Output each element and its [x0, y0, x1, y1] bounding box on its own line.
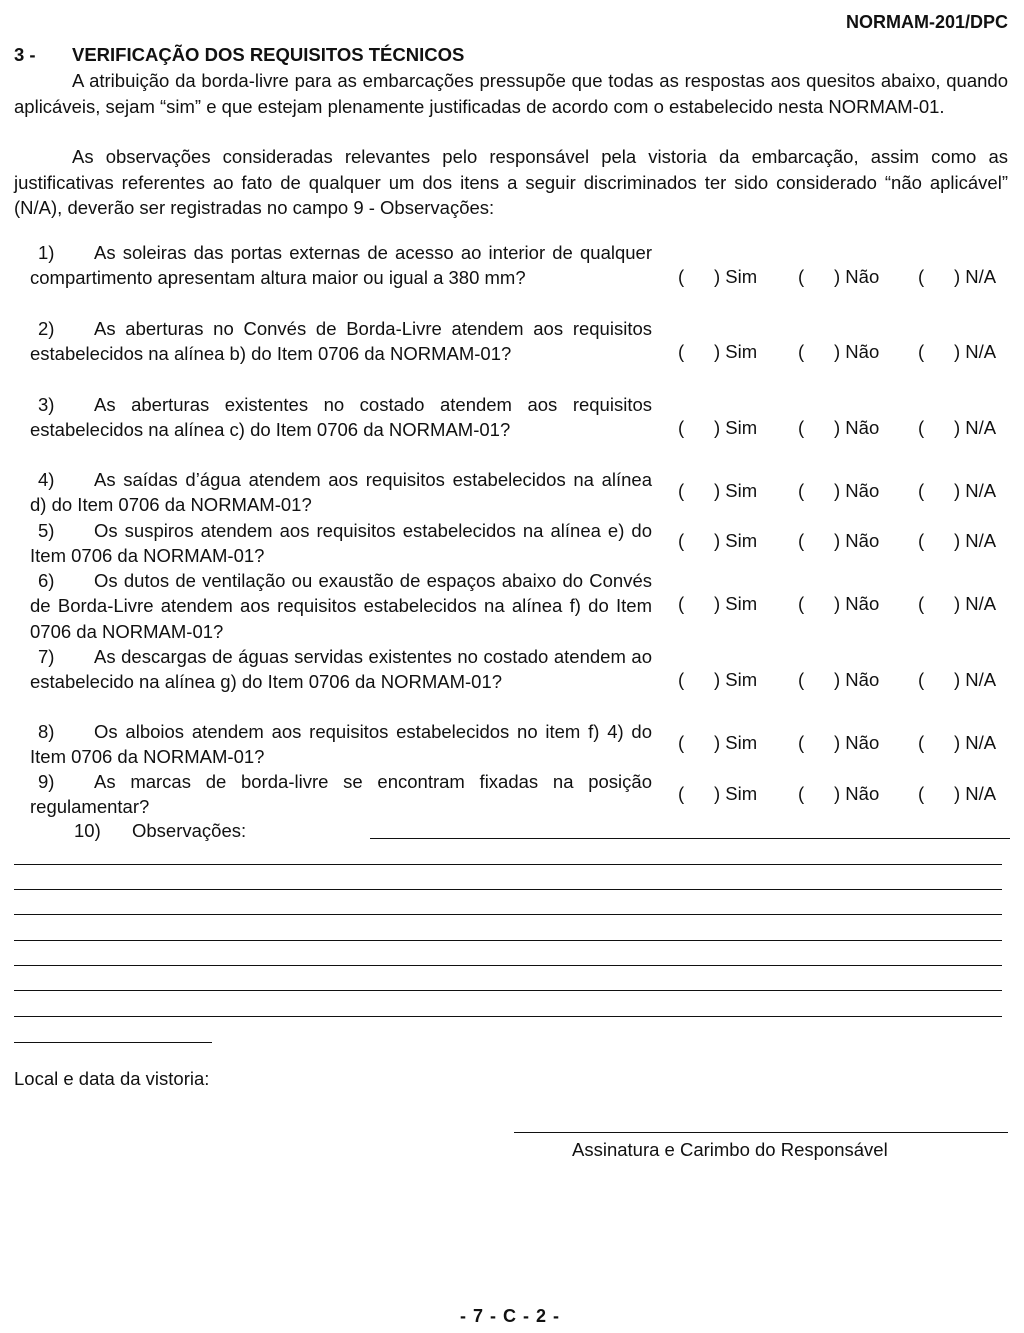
question-number: 3) [38, 394, 55, 415]
option-sim[interactable] [678, 593, 757, 615]
answer-options [678, 480, 1018, 504]
option-na[interactable] [918, 530, 996, 552]
option-label: ) N/A [954, 669, 997, 690]
option-label: ) N/A [954, 266, 997, 287]
question-text: As aberturas no Convés de Borda-Livre atendem aos requisitos estabelecidos na alínea b) do Item 0706 da NORMAM-01? [30, 318, 652, 365]
observations-line[interactable] [14, 914, 1002, 915]
question-number: 8) [38, 721, 55, 742]
option-checkbox[interactable]: ( [678, 417, 685, 438]
option-checkbox[interactable]: ( [918, 530, 925, 551]
question-item [30, 316, 652, 367]
question-text: As aberturas existentes no costado atendem aos requisitos estabelecidos na alínea c) do Item 0706 da NORMAM-01? [30, 394, 652, 441]
option-label: ) Não [834, 266, 880, 287]
option-nao[interactable] [798, 669, 879, 691]
option-label: ) Sim [714, 530, 758, 551]
question-item [30, 467, 652, 518]
intro-paragraph-2: As observações consideradas relevantes pelo responsável pela vistoria da embarcação, assim como as justificativas referentes ao fato de qualquer um dos itens a seguir discriminados ter sido considerado “não aplicável” (N/A), deverão ser registradas no campo 9 - Observações: [14, 146, 1008, 218]
question-text: As marcas de borda-livre se encontram fixadas na posição regulamentar? [30, 771, 652, 818]
option-label: ) Sim [714, 341, 758, 362]
option-sim[interactable] [678, 783, 757, 805]
option-checkbox[interactable]: ( [798, 266, 805, 287]
question-item [30, 518, 652, 569]
observations-line[interactable] [14, 1016, 1002, 1017]
option-checkbox[interactable]: ( [918, 341, 925, 362]
answer-options [678, 732, 1018, 756]
observations-line[interactable] [14, 990, 1002, 991]
answer-options [678, 783, 1018, 807]
section-number: 3 - [14, 44, 36, 65]
option-nao[interactable] [798, 732, 879, 754]
option-nao[interactable] [798, 480, 879, 502]
question-number: 1) [38, 242, 55, 263]
option-nao[interactable] [798, 593, 879, 615]
option-checkbox[interactable]: ( [918, 593, 925, 614]
section-title-text: VERIFICAÇÃO DOS REQUISITOS TÉCNICOS [72, 44, 465, 65]
question-number: 7) [38, 646, 55, 667]
observations-text: Observações: [132, 820, 247, 841]
option-nao[interactable] [798, 417, 879, 439]
question-text: Os dutos de ventilação ou exaustão de espaços abaixo do Convés de Borda-Livre atendem aos requisitos estabelecidos na alínea f) do Item 0706 da NORMAM-01? [30, 570, 652, 642]
option-label: ) Não [834, 669, 880, 690]
question-text: Os alboios atendem aos requisitos estabelecidos no item f) 4) do Item 0706 da NORMAM-01? [30, 721, 652, 768]
option-label: ) Sim [714, 266, 758, 287]
option-na[interactable] [918, 669, 996, 691]
option-checkbox[interactable]: ( [798, 783, 805, 804]
option-sim[interactable] [678, 530, 757, 552]
option-nao[interactable] [798, 783, 879, 805]
option-checkbox[interactable]: ( [678, 783, 685, 804]
option-label: ) Não [834, 530, 880, 551]
option-checkbox[interactable]: ( [798, 530, 805, 551]
option-sim[interactable] [678, 669, 757, 691]
signature-line[interactable] [514, 1132, 1008, 1133]
option-checkbox[interactable]: ( [798, 341, 805, 362]
option-checkbox[interactable]: ( [798, 593, 805, 614]
option-label: ) Sim [714, 593, 758, 614]
document-reference: NORMAM-201/DPC [845, 12, 1008, 32]
document-page [14, 0, 1010, 1333]
option-nao[interactable] [798, 266, 879, 288]
option-sim[interactable] [678, 341, 757, 363]
question-text: As soleiras das portas externas de acesso ao interior de qualquer compartimento apresentam altura maior ou igual a 380 mm? [30, 242, 652, 289]
option-checkbox[interactable]: ( [678, 593, 685, 614]
option-nao[interactable] [798, 530, 879, 552]
option-na[interactable] [918, 417, 996, 439]
option-label: ) Não [834, 783, 880, 804]
option-na[interactable] [918, 341, 996, 363]
option-sim[interactable] [678, 417, 757, 439]
question-number: 9) [38, 771, 55, 792]
option-checkbox[interactable]: ( [678, 669, 685, 690]
option-na[interactable] [918, 266, 996, 288]
option-label: ) N/A [954, 417, 997, 438]
question-text: As saídas d’água atendem aos requisitos estabelecidos na alínea d) do Item 0706 da NORMAM-01? [30, 469, 652, 516]
observations-line[interactable] [14, 864, 1002, 865]
option-label: ) Não [834, 732, 880, 753]
option-label: ) Sim [714, 732, 758, 753]
option-checkbox[interactable]: ( [798, 732, 805, 753]
option-sim[interactable] [678, 266, 757, 288]
question-text: As descargas de águas servidas existentes no costado atendem ao estabelecido na alínea g) do Item 0706 da NORMAM-01? [30, 646, 652, 693]
option-na[interactable] [918, 732, 996, 754]
signature-caption: Assinatura e Carimbo do Responsável [572, 1139, 888, 1160]
option-checkbox[interactable]: ( [918, 669, 925, 690]
option-nao[interactable] [798, 341, 879, 363]
question-number: 4) [38, 469, 55, 490]
option-checkbox[interactable]: ( [918, 417, 925, 438]
option-checkbox[interactable]: ( [678, 530, 685, 551]
section-title [14, 44, 464, 66]
question-number: 6) [38, 570, 55, 591]
local-date-label: Local e data da vistoria: [14, 1068, 210, 1089]
option-label: ) N/A [954, 593, 997, 614]
answer-options [678, 593, 1018, 617]
option-checkbox[interactable]: ( [918, 783, 925, 804]
option-sim[interactable] [678, 732, 757, 754]
option-label: ) Sim [714, 669, 758, 690]
question-item [30, 240, 652, 291]
option-label: ) Não [834, 417, 880, 438]
option-checkbox[interactable]: ( [918, 480, 925, 501]
option-na[interactable] [918, 480, 996, 502]
observations-line[interactable] [14, 965, 1002, 966]
option-checkbox[interactable]: ( [798, 480, 805, 501]
answer-options [678, 669, 1018, 693]
question-number: 2) [38, 318, 55, 339]
answer-options [678, 266, 1018, 290]
option-checkbox[interactable]: ( [798, 669, 805, 690]
page-number: - 7 - C - 2 - [460, 1306, 561, 1326]
question-item [30, 769, 652, 820]
option-sim[interactable] [678, 480, 757, 502]
option-label: ) N/A [954, 530, 997, 551]
answer-options [678, 341, 1018, 365]
option-label: ) N/A [954, 480, 997, 501]
option-checkbox[interactable]: ( [918, 266, 925, 287]
question-item [30, 568, 652, 644]
answer-options [678, 530, 1018, 554]
option-label: ) Não [834, 341, 880, 362]
option-label: ) Sim [714, 480, 758, 501]
option-label: ) N/A [954, 341, 997, 362]
question-item [30, 644, 652, 695]
option-na[interactable] [918, 783, 996, 805]
observations-line[interactable] [14, 1042, 212, 1043]
question-text: Os suspiros atendem aos requisitos estabelecidos na alínea e) do Item 0706 da NORMAM-01? [30, 520, 652, 567]
observations-label [74, 820, 246, 842]
option-label: ) Sim [714, 417, 758, 438]
option-na[interactable] [918, 593, 996, 615]
observations-line[interactable] [14, 889, 1002, 890]
option-checkbox[interactable]: ( [798, 417, 805, 438]
observations-line[interactable] [370, 838, 1010, 839]
option-label: ) Não [834, 593, 880, 614]
intro-paragraph-1: A atribuição da borda-livre para as embarcações pressupõe que todas as respostas aos quesitos abaixo, quando aplicáveis, sejam “sim” e que estejam plenamente justificadas de acordo com o estabelecido nesta NORMAM-01. [14, 70, 1008, 117]
option-label: ) N/A [954, 783, 997, 804]
option-label: ) N/A [954, 732, 997, 753]
option-checkbox[interactable]: ( [918, 732, 925, 753]
answer-options [678, 417, 1018, 441]
option-label: ) Não [834, 480, 880, 501]
observations-number: 10) [74, 820, 101, 841]
option-label: ) Sim [714, 783, 758, 804]
observations-line[interactable] [14, 940, 1002, 941]
question-number: 5) [38, 520, 55, 541]
question-item [30, 719, 652, 770]
question-item [30, 392, 652, 443]
option-checkbox[interactable]: ( [678, 266, 685, 287]
option-checkbox[interactable]: ( [678, 341, 685, 362]
option-checkbox[interactable]: ( [678, 732, 685, 753]
option-checkbox[interactable]: ( [678, 480, 685, 501]
